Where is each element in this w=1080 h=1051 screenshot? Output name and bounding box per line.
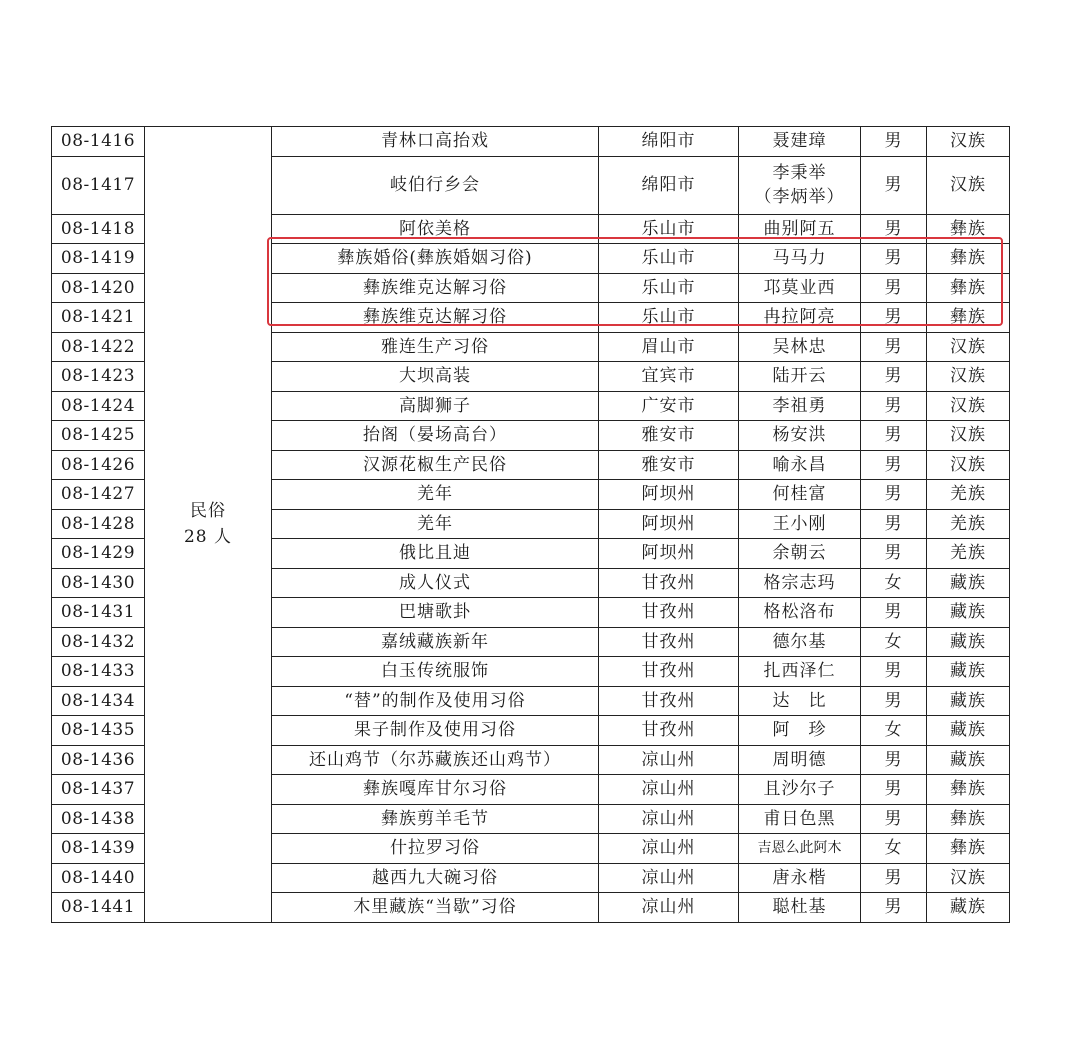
region-cell: 凉山州 (599, 863, 739, 893)
gender-cell: 男 (861, 421, 927, 451)
code-cell: 08-1418 (52, 214, 145, 244)
ethnicity-cell: 彝族 (927, 804, 1010, 834)
project-cell: 雅连生产习俗 (272, 332, 599, 362)
gender-cell: 男 (861, 480, 927, 510)
name-cell: 阿 珍 (739, 716, 861, 746)
category-count: 28 人 (183, 527, 233, 548)
gender-cell: 女 (861, 834, 927, 864)
name-cell: 达 比 (739, 686, 861, 716)
project-cell: 还山鸡节（尔苏藏族还山鸡节） (272, 745, 599, 775)
project-cell: 彝族剪羊毛节 (272, 804, 599, 834)
ethnicity-cell: 藏族 (927, 716, 1010, 746)
ethnicity-cell: 藏族 (927, 893, 1010, 923)
code-cell: 08-1430 (52, 568, 145, 598)
gender-cell: 男 (861, 745, 927, 775)
region-cell: 乐山市 (599, 303, 739, 333)
name-cell: 王小刚 (739, 509, 861, 539)
ethnicity-cell: 汉族 (927, 156, 1010, 214)
name-cell: 吉恩么此阿木 (739, 834, 861, 864)
gender-cell: 男 (861, 273, 927, 303)
code-cell: 08-1441 (52, 893, 145, 923)
project-cell: “替”的制作及使用习俗 (272, 686, 599, 716)
project-cell: 岐伯行乡会 (272, 156, 599, 214)
name-cell: 喻永昌 (739, 450, 861, 480)
project-cell: 彝族嘎库甘尔习俗 (272, 775, 599, 805)
name-cell: 曲别阿五 (739, 214, 861, 244)
gender-cell: 男 (861, 156, 927, 214)
name-cell: 周明德 (739, 745, 861, 775)
region-cell: 阿坝州 (599, 509, 739, 539)
region-cell: 凉山州 (599, 775, 739, 805)
code-cell: 08-1436 (52, 745, 145, 775)
code-cell: 08-1438 (52, 804, 145, 834)
gender-cell: 男 (861, 362, 927, 392)
ethnicity-cell: 彝族 (927, 834, 1010, 864)
ethnicity-cell: 彝族 (927, 214, 1010, 244)
region-cell: 宜宾市 (599, 362, 739, 392)
ethnicity-cell: 彝族 (927, 244, 1010, 274)
project-cell: 青林口高抬戏 (272, 127, 599, 157)
gender-cell: 男 (861, 391, 927, 421)
gender-cell: 男 (861, 450, 927, 480)
project-cell: 羌年 (272, 480, 599, 510)
name-cell: 格松洛布 (739, 598, 861, 628)
region-cell: 凉山州 (599, 893, 739, 923)
gender-cell: 女 (861, 716, 927, 746)
name-cell: 马马力 (739, 244, 861, 274)
name-cell: 唐永楷 (739, 863, 861, 893)
name-cell: 邛莫业西 (739, 273, 861, 303)
ethnicity-cell: 彝族 (927, 775, 1010, 805)
ethnicity-cell: 藏族 (927, 627, 1010, 657)
ethnicity-cell: 汉族 (927, 421, 1010, 451)
region-cell: 绵阳市 (599, 127, 739, 157)
region-cell: 甘孜州 (599, 686, 739, 716)
name-cell: 德尔基 (739, 627, 861, 657)
code-cell: 08-1432 (52, 627, 145, 657)
gender-cell: 男 (861, 244, 927, 274)
project-cell: 木里藏族“当歇”习俗 (272, 893, 599, 923)
name-cell: 扎西泽仁 (739, 657, 861, 687)
name-cell: 甫日色黑 (739, 804, 861, 834)
project-cell: 彝族维克达解习俗 (272, 303, 599, 333)
gender-cell: 男 (861, 539, 927, 569)
code-cell: 08-1435 (52, 716, 145, 746)
ethnicity-cell: 藏族 (927, 686, 1010, 716)
gender-cell: 女 (861, 627, 927, 657)
gender-cell: 男 (861, 893, 927, 923)
region-cell: 乐山市 (599, 273, 739, 303)
name-cell: 余朝云 (739, 539, 861, 569)
name-cell: 聪杜基 (739, 893, 861, 923)
project-cell: 嘉绒藏族新年 (272, 627, 599, 657)
code-cell: 08-1429 (52, 539, 145, 569)
gender-cell: 男 (861, 303, 927, 333)
code-cell: 08-1424 (52, 391, 145, 421)
project-cell: 高脚狮子 (272, 391, 599, 421)
region-cell: 雅安市 (599, 421, 739, 451)
project-cell: 抬阁（晏场高台） (272, 421, 599, 451)
region-cell: 阿坝州 (599, 539, 739, 569)
project-cell: 越西九大碗习俗 (272, 863, 599, 893)
region-cell: 乐山市 (599, 214, 739, 244)
name-cell: 且沙尔子 (739, 775, 861, 805)
ethnicity-cell: 彝族 (927, 273, 1010, 303)
ethnicity-cell: 彝族 (927, 303, 1010, 333)
code-cell: 08-1421 (52, 303, 145, 333)
region-cell: 绵阳市 (599, 156, 739, 214)
code-cell: 08-1423 (52, 362, 145, 392)
project-cell: 什拉罗习俗 (272, 834, 599, 864)
gender-cell: 男 (861, 509, 927, 539)
table-row (52, 127, 1010, 157)
region-cell: 乐山市 (599, 244, 739, 274)
region-cell: 甘孜州 (599, 627, 739, 657)
project-cell: 羌年 (272, 509, 599, 539)
name-alternate: （李炳举） (754, 187, 845, 207)
region-cell: 凉山州 (599, 745, 739, 775)
code-cell: 08-1427 (52, 480, 145, 510)
project-cell: 成人仪式 (272, 568, 599, 598)
region-cell: 凉山州 (599, 834, 739, 864)
name-cell: 冉拉阿亮 (739, 303, 861, 333)
region-cell: 甘孜州 (599, 657, 739, 687)
project-cell: 巴塘歌卦 (272, 598, 599, 628)
code-cell: 08-1420 (52, 273, 145, 303)
code-cell: 08-1425 (52, 421, 145, 451)
gender-cell: 男 (861, 775, 927, 805)
code-cell: 08-1426 (52, 450, 145, 480)
code-cell: 08-1437 (52, 775, 145, 805)
project-cell: 汉源花椒生产民俗 (272, 450, 599, 480)
region-cell: 甘孜州 (599, 598, 739, 628)
name-cell: 格宗志玛 (739, 568, 861, 598)
ethnicity-cell: 汉族 (927, 127, 1010, 157)
ethnicity-cell: 藏族 (927, 657, 1010, 687)
gender-cell: 男 (861, 598, 927, 628)
code-cell: 08-1439 (52, 834, 145, 864)
region-cell: 眉山市 (599, 332, 739, 362)
category-cell (145, 127, 272, 923)
name-cell: 杨安洪 (739, 421, 861, 451)
project-cell: 大坝高装 (272, 362, 599, 392)
code-cell: 08-1428 (52, 509, 145, 539)
ethnicity-cell: 汉族 (927, 362, 1010, 392)
region-cell: 广安市 (599, 391, 739, 421)
code-cell: 08-1434 (52, 686, 145, 716)
gender-cell: 男 (861, 127, 927, 157)
code-cell: 08-1417 (52, 156, 145, 214)
name-cell (739, 156, 861, 214)
ethnicity-cell: 藏族 (927, 598, 1010, 628)
gender-cell: 男 (861, 804, 927, 834)
project-cell: 果子制作及使用习俗 (272, 716, 599, 746)
code-cell: 08-1440 (52, 863, 145, 893)
ethnicity-cell: 汉族 (927, 450, 1010, 480)
gender-cell: 男 (861, 332, 927, 362)
region-cell: 阿坝州 (599, 480, 739, 510)
code-cell: 08-1416 (52, 127, 145, 157)
code-cell: 08-1433 (52, 657, 145, 687)
region-cell: 甘孜州 (599, 568, 739, 598)
project-cell: 白玉传统服饰 (272, 657, 599, 687)
table-body (52, 127, 1010, 923)
region-cell: 雅安市 (599, 450, 739, 480)
name-cell: 聂建璋 (739, 127, 861, 157)
ethnicity-cell: 汉族 (927, 391, 1010, 421)
category-label: 民俗 (190, 501, 226, 522)
code-cell: 08-1431 (52, 598, 145, 628)
ethnicity-cell: 羌族 (927, 509, 1010, 539)
name-cell: 李祖勇 (739, 391, 861, 421)
region-cell: 甘孜州 (599, 716, 739, 746)
name-cell: 吴林忠 (739, 332, 861, 362)
project-cell: 彝族维克达解习俗 (272, 273, 599, 303)
name-cell: 陆开云 (739, 362, 861, 392)
gender-cell: 男 (861, 657, 927, 687)
ethnicity-cell: 藏族 (927, 568, 1010, 598)
name-cell: 何桂富 (739, 480, 861, 510)
gender-cell: 女 (861, 568, 927, 598)
ethnicity-cell: 藏族 (927, 745, 1010, 775)
ethnicity-cell: 汉族 (927, 863, 1010, 893)
project-cell: 阿依美格 (272, 214, 599, 244)
project-cell: 俄比且迪 (272, 539, 599, 569)
gender-cell: 男 (861, 863, 927, 893)
name-primary: 李秉举 (772, 163, 827, 183)
code-cell: 08-1422 (52, 332, 145, 362)
code-cell: 08-1419 (52, 244, 145, 274)
ethnicity-cell: 羌族 (927, 480, 1010, 510)
project-cell: 彝族婚俗(彝族婚姻习俗) (272, 244, 599, 274)
gender-cell: 男 (861, 686, 927, 716)
region-cell: 凉山州 (599, 804, 739, 834)
ethnicity-cell: 羌族 (927, 539, 1010, 569)
ethnicity-cell: 汉族 (927, 332, 1010, 362)
inheritor-table (51, 126, 1010, 923)
gender-cell: 男 (861, 214, 927, 244)
